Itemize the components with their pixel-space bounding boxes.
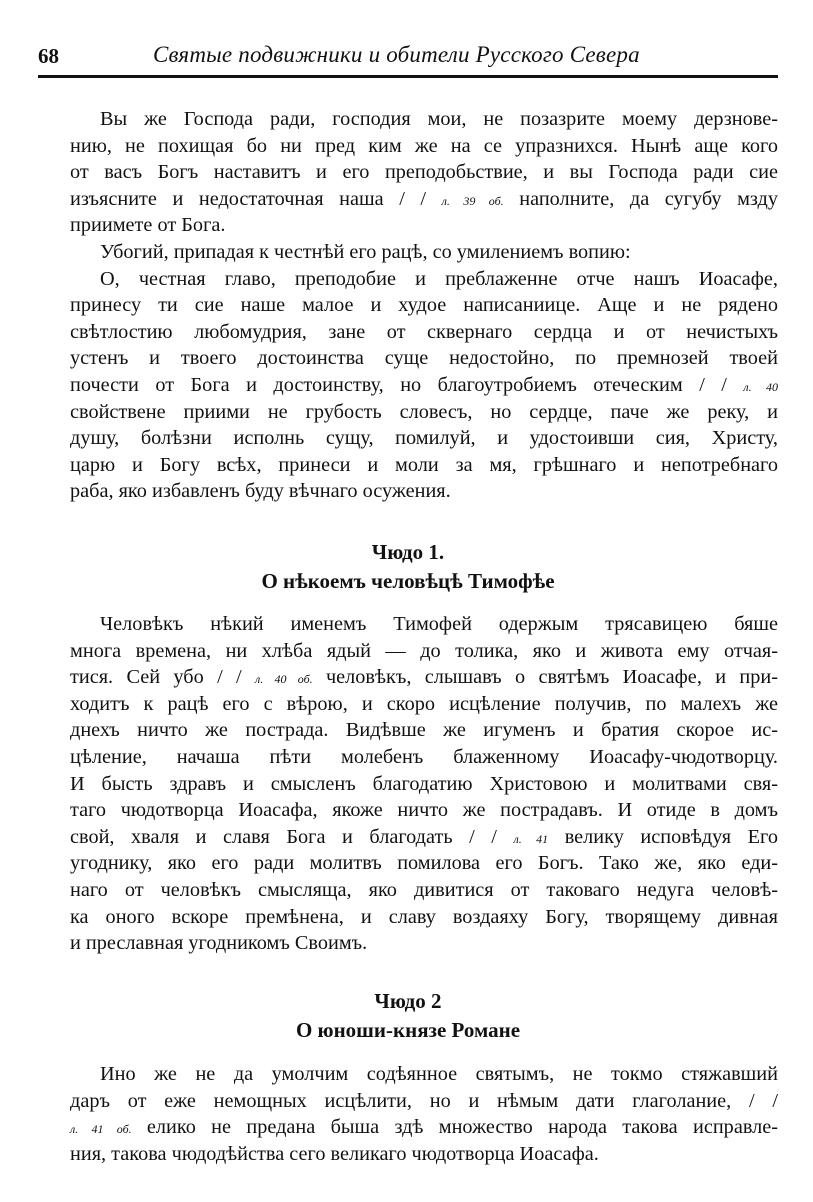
text-line: наго от человѣкъ смысляща, яко дивитися от таковаго недуга человѣ- — [70, 878, 778, 901]
text-line: ния, такова чюдодѣйства сего великаго чюдотворца Иоасафа. — [70, 1142, 599, 1165]
text-line: от васъ Богъ наставитъ и его преподобьствие, и вы Господа ради сие — [70, 161, 778, 184]
text-line: Человѣкъ нѣкий именемъ Тимофей одержым трясавицею бяше — [100, 613, 778, 635]
header-rule — [38, 75, 778, 78]
folio-reference: л. 41 об. — [70, 1122, 132, 1137]
text-line: л. 41 об. елико не предана быша здѣ множество народа такова исправле- — [70, 1116, 779, 1139]
text-line: Ино же не да умолчим содѣянное святымъ, не токмо стяжавший — [100, 1063, 778, 1085]
folio-reference: л. 40 — [743, 379, 778, 394]
miracle-1-heading — [38, 538, 778, 596]
page-number: 68 — [38, 44, 59, 68]
text-line: ходитъ к рацѣ его с вѣрою, и скоро исцѣление получив, по малехъ же — [70, 692, 778, 715]
text-line: свѣтлостию любомудрия, зане от сквернаго сердца и от нечистыхъ — [70, 320, 778, 343]
text-line: днехъ ничто же пострада. Видѣвше же игуменъ и братия скорое ис- — [70, 719, 778, 742]
text-block-miracle-2 — [70, 1061, 778, 1167]
text-line: даръ от еже немощных исцѣлити, но и нѣмым дати глаголание, / / — [70, 1089, 778, 1112]
text-line: раба, яко избавленъ буду вѣчнаго осужения. — [70, 480, 451, 503]
text-line: и преславная угодникомъ Своимъ. — [70, 932, 368, 955]
text-line: свой, хваля и славя Бога и благодать / / л. 41 велику исповѣдуя Его — [70, 825, 779, 848]
text-line: цѣление, начаша пѣти молебенъ блаженному Иоасафу-чюдотворцу. — [70, 745, 778, 768]
text-line: многа времена, ни хлѣба ядый — до толика, яко и живота ему отчая- — [70, 639, 778, 662]
text-line: ка оного вскоре премѣнена, и славу воздаяху Богу, творящему дивная — [70, 905, 778, 928]
miracle-2-title: Чюдо 2 — [374, 989, 442, 1013]
text-line: почести от Бога и достоинству, но благоутробиемъ отеческим / / л. 40 — [70, 373, 778, 396]
text-block-miracle-1 — [70, 611, 778, 957]
text-line: изъясните и недостаточная наша / / л. 39 об. наполните, да сугубу мзду — [70, 187, 779, 210]
text-line: свойствене приими не грубость словесъ, но сердце, паче же реку, и — [70, 400, 778, 423]
running-title: Святые подвижники и обители Русского Севера — [153, 42, 640, 67]
text-line: Вы же Господа ради, господия мои, не позазрите моему дерзнове- — [100, 108, 778, 130]
text-line: душу, болѣзни исполнь сущу, помилуй, и удостоивши сия, Христу, — [70, 427, 778, 450]
miracle-1-subtitle: О нѣкоемъ человѣцѣ Тимофѣе — [261, 569, 555, 593]
text-line: нию, не похищая бо ни пред ким же на се упразнихся. Нынѣ аще кого — [70, 134, 778, 157]
text-line: Убогий, припадая к честнѣй его рацѣ, со умилениемъ вопию: — [100, 240, 631, 263]
folio-reference: л. 41 — [513, 831, 549, 846]
text-line: царю и Богу всѣх, принеси и моли за мя, грѣшнаго и непотребнаго — [70, 453, 778, 476]
miracle-1-title: Чюдо 1. — [371, 540, 445, 564]
text-line: тися. Сей убо / / л. 40 об. человѣкъ, слышавъ о святѣмъ Иоасафе, и при- — [70, 666, 778, 689]
text-line: угоднику, яко его ради молитвъ помилова его Богъ. Тако же, яко еди- — [70, 852, 778, 875]
text-line: таго чюдотворца Иоасафа, якоже ничто же пострадавъ. И отиде в домъ — [70, 799, 778, 822]
page-header — [38, 38, 778, 74]
text-line: устенъ и твоего достоинства суще недостойно, по премнозей твоей — [70, 347, 778, 370]
miracle-2-heading — [38, 987, 778, 1045]
text-block-prayer — [70, 106, 778, 505]
text-line: приимете от Бога. — [70, 214, 226, 237]
miracle-2-subtitle: О юноши-князе Романе — [295, 1018, 521, 1042]
text-line: О, честная главо, преподобие и преблаженне отче нашъ Иоасафе, — [100, 267, 778, 290]
folio-reference: л. 40 об. — [255, 672, 313, 687]
folio-reference: л. 39 об. — [441, 193, 504, 208]
text-line: И бысть здравъ и смысленъ благодатию Христовою и молитвами свя- — [70, 772, 778, 795]
text-line: принесу ти сие наше малое и худое написаниице. Аще и не рядено — [70, 294, 778, 317]
